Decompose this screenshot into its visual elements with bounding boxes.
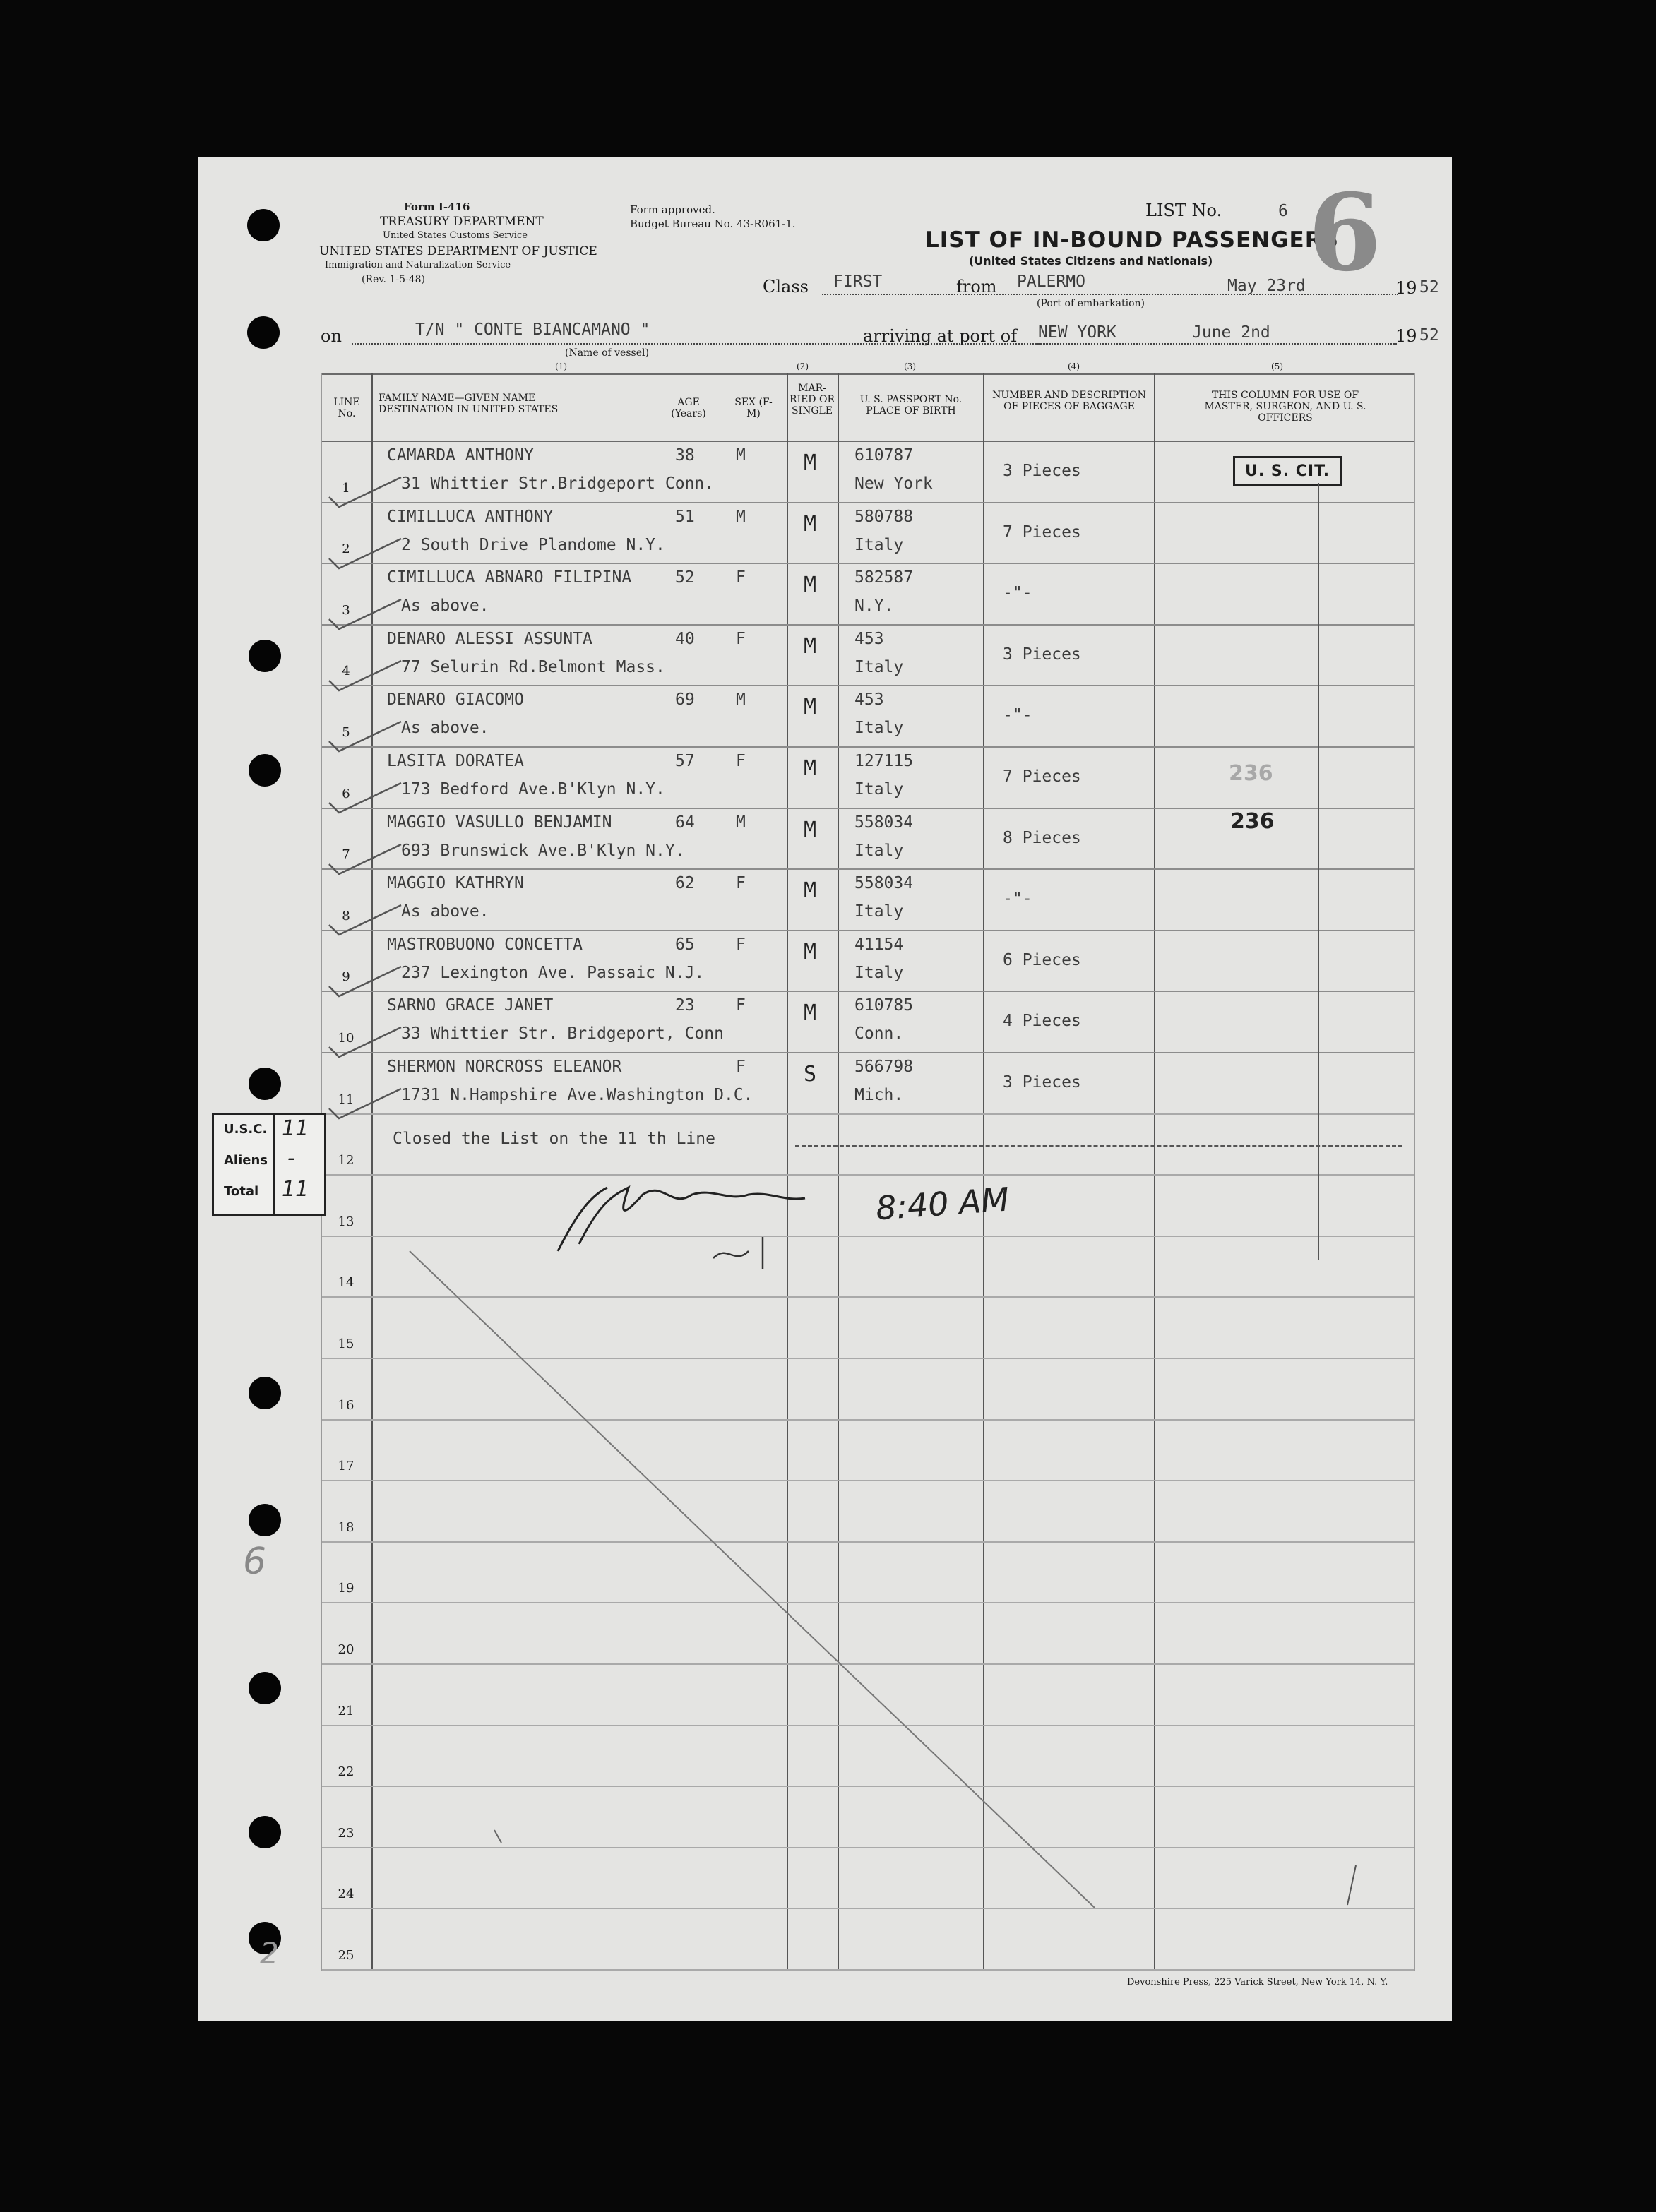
- passenger-baggage: 8 Pieces: [1003, 828, 1081, 847]
- col-header-officers: THIS COLUMN FOR USE OF MASTER, SURGEON, AND U. S. OFFICERS: [1204, 390, 1366, 424]
- passenger-ms: M: [804, 573, 817, 598]
- col-num-2: (2): [797, 361, 809, 371]
- revision: (Rev. 1-5-48): [362, 274, 425, 285]
- passenger-name: MASTROBUONO CONCETTA: [387, 935, 583, 954]
- passenger-passport: 453: [854, 690, 884, 710]
- passenger-dest: As above.: [401, 597, 489, 616]
- tally-box: [212, 1113, 326, 1216]
- from-year: 52: [1419, 278, 1439, 297]
- from-label: from: [956, 277, 997, 297]
- line-number: 11: [338, 1092, 355, 1107]
- vessel-caption: (Name of vessel): [565, 347, 649, 359]
- budget-bureau: Budget Bureau No. 43-R061-1.: [630, 217, 796, 230]
- col-header-passport: U. S. PASSPORT No. PLACE OF BIRTH: [859, 394, 963, 417]
- passenger-age: 62: [675, 874, 695, 893]
- from-date: May 23rd: [1227, 277, 1306, 295]
- passenger-name: CIMILLUCA ABNARO FILIPINA: [387, 568, 632, 587]
- passenger-ms: M: [804, 878, 817, 904]
- passenger-baggage: 3 Pieces: [1003, 1073, 1081, 1092]
- passenger-baggage: -"-: [1003, 890, 1032, 909]
- ins-service: Immigration and Naturalization Service: [325, 260, 511, 270]
- aliens-label: Aliens: [224, 1153, 268, 1168]
- form-subtitle: (United States Citizens and Nationals): [969, 254, 1213, 268]
- line-number: 15: [338, 1337, 355, 1351]
- passenger-age: 23: [675, 996, 695, 1015]
- tally-divider: [273, 1115, 275, 1214]
- closed-list-text: Closed the List on the 11 th Line: [393, 1130, 715, 1148]
- treasury-dept: TREASURY DEPARTMENT: [380, 215, 544, 229]
- line-number: 9: [342, 969, 350, 985]
- passenger-dest: 1731 N.Hampshire Ave.Washington D.C.: [401, 1086, 753, 1104]
- line-number: 19: [338, 1581, 355, 1596]
- line-number: 8: [342, 908, 350, 923]
- passenger-sex: F: [736, 568, 746, 587]
- passenger-sex: F: [736, 752, 746, 770]
- passenger-name: LASITA DORATEA: [387, 752, 524, 770]
- passenger-ms: M: [804, 450, 817, 475]
- passenger-sex: F: [736, 1058, 746, 1076]
- passenger-ms: M: [804, 633, 817, 659]
- arrival-year-prefix: 19: [1395, 326, 1417, 346]
- passenger-age: 52: [675, 568, 695, 587]
- list-no-typed: 6: [1278, 202, 1288, 220]
- passenger-ms: S: [804, 1062, 817, 1087]
- passenger-birth: Mich.: [854, 1086, 904, 1104]
- passenger-sex: F: [736, 935, 746, 954]
- col-header-baggage: NUMBER AND DESCRIPTION OF PIECES OF BAGGAGE: [992, 390, 1146, 413]
- passenger-passport: 580788: [854, 507, 914, 526]
- line-number: 16: [338, 1397, 355, 1413]
- from-value: PALERMO: [1017, 273, 1085, 291]
- passenger-sex: F: [736, 996, 746, 1015]
- line-number: 23: [338, 1825, 355, 1841]
- passenger-age: 64: [675, 813, 695, 832]
- customs-service: United States Customs Service: [383, 230, 528, 241]
- from-year-prefix: 19: [1395, 278, 1417, 298]
- passenger-dest: 33 Whittier Str. Bridgeport, Conn: [401, 1024, 724, 1044]
- diagonal-stroke: [410, 1251, 1095, 1908]
- margin-note-six: 6: [243, 1541, 267, 1583]
- passenger-baggage: 7 Pieces: [1003, 767, 1081, 786]
- passenger-age: 57: [675, 752, 695, 770]
- col-header-name: FAMILY NAME—GIVEN NAME DESTINATION IN UNITED STATES: [379, 393, 559, 416]
- passenger-passport: 453: [854, 629, 884, 648]
- line-number: 10: [338, 1031, 355, 1046]
- total-label: Total: [224, 1184, 259, 1199]
- passenger-dest: 237 Lexington Ave. Passaic N.J.: [401, 963, 705, 982]
- passenger-baggage: 3 Pieces: [1003, 462, 1081, 480]
- passenger-dest: 77 Selurin Rd.Belmont Mass.: [401, 657, 665, 676]
- passenger-baggage: -"-: [1003, 706, 1032, 725]
- passenger-ms: M: [804, 695, 817, 720]
- col-num-4: (4): [1068, 361, 1080, 371]
- line-number: 5: [342, 725, 350, 740]
- passenger-age: 51: [675, 507, 695, 526]
- passenger-dest: As above.: [401, 902, 489, 921]
- line-number: 12: [338, 1153, 355, 1168]
- col-num-1: (1): [555, 361, 567, 371]
- col-num-3: (3): [904, 361, 916, 371]
- tick-mark: [494, 1830, 501, 1843]
- passenger-sex: M: [736, 690, 746, 710]
- col-header-line: LINE No.: [333, 397, 360, 420]
- cancel-diagonal: [198, 157, 1452, 2021]
- passenger-ms: M: [804, 939, 817, 964]
- arriving-label: arriving at port of: [863, 326, 1018, 346]
- line-number: 25: [338, 1948, 355, 1963]
- arrival-year: 52: [1419, 326, 1439, 345]
- passenger-passport: 566798: [854, 1058, 914, 1076]
- passenger-passport: 558034: [854, 874, 914, 893]
- passenger-ms: M: [804, 756, 817, 781]
- passenger-dest: 2 South Drive Plandome N.Y.: [401, 535, 665, 554]
- usc-label: U.S.C.: [224, 1122, 268, 1137]
- line-number: 18: [338, 1519, 355, 1535]
- passenger-sex: F: [736, 629, 746, 648]
- line-number: 6: [342, 786, 350, 801]
- arrival-port: NEW YORK: [1038, 323, 1116, 342]
- passenger-birth: Italy: [854, 902, 904, 921]
- passenger-name: DENARO GIACOMO: [387, 690, 524, 710]
- passenger-birth: Italy: [854, 841, 904, 860]
- passenger-dest: 693 Brunswick Ave.B'Klyn N.Y.: [401, 841, 685, 860]
- passenger-passport: 582587: [854, 568, 914, 587]
- line-number: 21: [338, 1703, 355, 1718]
- passenger-name: SHERMON NORCROSS ELEANOR: [387, 1058, 622, 1076]
- line-number: 7: [342, 847, 350, 863]
- passenger-age: 38: [675, 446, 695, 465]
- margin-note-two: 2: [260, 1936, 279, 1971]
- passenger-ms: M: [804, 817, 817, 842]
- passenger-passport: 558034: [854, 813, 914, 832]
- col-header-sex: SEX (F-M): [734, 397, 773, 420]
- passenger-dest: As above.: [401, 719, 489, 738]
- passenger-birth: Italy: [854, 780, 904, 799]
- passenger-dest: 31 Whittier Str.Bridgeport Conn.: [401, 474, 715, 493]
- passenger-name: MAGGIO VASULLO BENJAMIN: [387, 813, 612, 832]
- passenger-birth: Italy: [854, 657, 904, 676]
- us-cit-stamp: U. S. CIT.: [1233, 456, 1342, 486]
- passenger-baggage: -"-: [1003, 584, 1032, 603]
- passenger-baggage: 6 Pieces: [1003, 950, 1081, 969]
- passenger-ms: M: [804, 1000, 817, 1026]
- form-approved: Form approved.: [630, 203, 715, 216]
- line-number: 2: [342, 542, 350, 557]
- class-label: Class: [763, 277, 809, 297]
- list-no-label: LIST No.: [1145, 201, 1222, 220]
- line-number: 17: [338, 1459, 355, 1474]
- passenger-passport: 127115: [854, 752, 914, 770]
- form-number: Form I-416: [404, 201, 470, 213]
- line-number: 20: [338, 1642, 355, 1657]
- passenger-name: MAGGIO KATHRYN: [387, 874, 524, 893]
- officer-number-faint: 236: [1229, 761, 1273, 786]
- col-header-age: AGE (Years): [671, 397, 706, 420]
- list-no-stamp: 6: [1308, 171, 1382, 295]
- passenger-birth: Italy: [854, 963, 904, 982]
- port-embark-caption: (Port of embarkation): [1037, 298, 1145, 309]
- passenger-passport: 610787: [854, 446, 914, 465]
- passenger-birth: New York: [854, 474, 933, 493]
- tick-mark: [1347, 1865, 1356, 1905]
- justice-dept: UNITED STATES DEPARTMENT OF JUSTICE: [319, 244, 597, 258]
- line-number: 3: [342, 602, 350, 618]
- line-number: 14: [338, 1275, 355, 1291]
- passenger-sex: M: [736, 507, 746, 526]
- line-number: 24: [338, 1887, 355, 1902]
- col-num-5: (5): [1271, 361, 1283, 371]
- line-number: 22: [338, 1764, 355, 1780]
- printer-credit: Devonshire Press, 225 Varick Street, New York 14, N. Y.: [1127, 1977, 1388, 1987]
- passenger-name: CIMILLUCA ANTHONY: [387, 507, 554, 526]
- form-title: LIST OF IN-BOUND PASSENGERS: [925, 227, 1339, 253]
- officer-number: 236: [1230, 809, 1275, 834]
- passenger-age: 40: [675, 629, 695, 648]
- passenger-sex: M: [736, 446, 746, 465]
- vessel-name: T/N " CONTE BIANCAMANO ": [415, 321, 650, 339]
- passenger-age: 69: [675, 690, 695, 710]
- passenger-passport: 41154: [854, 935, 904, 954]
- passenger-sex: M: [736, 813, 746, 832]
- usc-value: 11: [282, 1116, 309, 1141]
- arrival-date: June 2nd: [1192, 323, 1270, 342]
- on-label: on: [321, 326, 342, 346]
- aliens-value: -: [287, 1146, 295, 1171]
- passenger-baggage: 3 Pieces: [1003, 645, 1081, 664]
- line-number: 13: [338, 1214, 355, 1229]
- passenger-birth: Conn.: [854, 1024, 904, 1044]
- manifest-page: [198, 157, 1452, 2021]
- passenger-name: SARNO GRACE JANET: [387, 996, 554, 1015]
- total-value: 11: [282, 1177, 309, 1202]
- line-number: 1: [342, 480, 350, 496]
- passenger-birth: N.Y.: [854, 597, 894, 616]
- passenger-passport: 610785: [854, 996, 914, 1015]
- passenger-baggage: 7 Pieces: [1003, 522, 1081, 542]
- passenger-dest: 173 Bedford Ave.B'Klyn N.Y.: [401, 780, 665, 799]
- passenger-sex: F: [736, 874, 746, 893]
- col-header-married: MAR-RIED OR SINGLE: [790, 383, 835, 417]
- line-number: 4: [342, 664, 350, 679]
- passenger-birth: Italy: [854, 719, 904, 738]
- passenger-baggage: 4 Pieces: [1003, 1012, 1081, 1031]
- passenger-name: DENARO ALESSI ASSUNTA: [387, 629, 592, 648]
- passenger-age: 65: [675, 935, 695, 954]
- passenger-birth: Italy: [854, 535, 904, 554]
- handwritten-time: 8:40 AM: [874, 1180, 1011, 1228]
- passenger-ms: M: [804, 511, 817, 537]
- class-value: FIRST: [833, 273, 883, 291]
- passenger-name: CAMARDA ANTHONY: [387, 446, 534, 465]
